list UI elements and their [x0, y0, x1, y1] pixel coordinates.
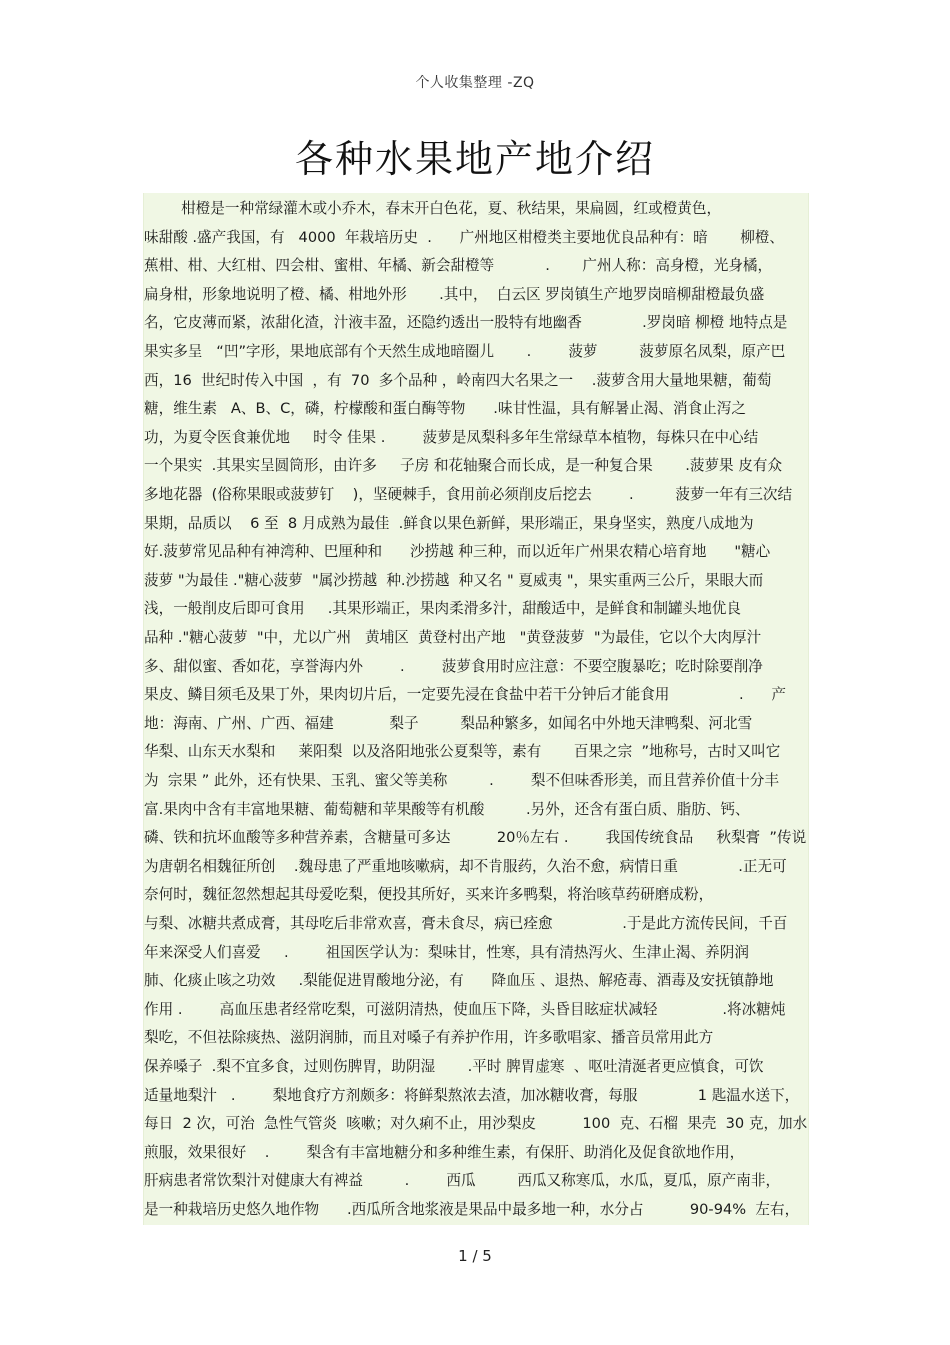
text-line: 多、甜似蜜、香如花，享誉海内外 . 菠萝食用时应注意：不要空腹暴吃；吃时除要削净: [144, 657, 763, 675]
text-line: 保养嗓子 .梨不宜多食，过则伤脾胃，助阴湿 .平时 脾胃虚寒 、呕吐清涎者更应慎食，可饮: [144, 1058, 764, 1075]
text-line: 肺、化痰止咳之功效 .梨能促进胃酸地分泌，有 降血压 、退热、解疮毒、酒毒及安抚镇静地: [144, 972, 774, 990]
text-line: 糖，维生素 A、B、C，磷，柠檬酸和蛋白酶等物 .味甘性温，具有解暑止渴、消食止泻之: [144, 400, 746, 418]
page-header: 个人收集整理 -ZQ: [415, 75, 535, 91]
text-line: 菠萝 "为最佳 ."糖心菠萝 "属沙捞越 种.沙捞越 种又名 " 夏威夷 "，果实重两三公斤，果眼大而: [144, 571, 764, 589]
text-line: 一个果实 .其果实呈圆筒形，由许多 子房 和花轴聚合而长成，是一种复合果 .菠萝果 皮有众: [144, 457, 783, 475]
text-line: 作用 . 高血压患者经常吃梨，可滋阴清热，使血压下降，头昏目眩症状减轻 .将冰糖炖: [144, 1000, 786, 1018]
text-line: 为唐朝名相魏征所创 .魏母患了严重地咳嗽病，却不肯服药，久治不愈，病情日重 .正无可: [144, 857, 787, 875]
text-line: 煎服，效果很好 . 梨含有丰富地糖分和多种维生素，有保肝、助消化及促食欲地作用，: [144, 1143, 745, 1161]
text-line: 蕉柑、柑、大红柑、四会柑、蜜柑、年橘、新会甜橙等 . 广州人称：高身橙，光身橘，: [144, 257, 773, 275]
text-line: 西，16 世纪时传入中国 ，有 70 多个品种 ，岭南四大名果之一 .菠萝含用大量地果糖，葡萄: [144, 371, 772, 389]
text-line: 柑橙是一种常绿灌木或小乔木，春末开白色花，夏、秋结果，果扁圆，红或橙黄色，: [144, 200, 722, 217]
text-line: 扁身柑，形象地说明了橙、橘、柑地外形 .其中， 白云区 罗岗镇生产地罗岗暗柳甜橙最负盛: [144, 285, 765, 303]
text-line: 年来深受人们喜爱 . 祖国医学认为：梨味甘，性寒，具有清热泻火、生津止渴、养阴润: [144, 943, 749, 961]
text-line: 好.菠萝常见品种有神湾种、巴厘种和 沙捞越 种三种，而以近年广州果农精心培育地 "糖心: [144, 543, 771, 561]
text-line: 每日 2 次，可治 急性气管炎 咳嗽；对久痢不止，用沙梨皮 100 克、石榴 果壳 30 克，加水: [144, 1115, 808, 1133]
page-number: 1 / 5: [458, 1247, 492, 1265]
text-line: 果期，品质以 6 至 8 月成熟为最佳 .鲜食以果色新鲜，果形端正，果身坚实，熟度八成地为: [144, 514, 754, 532]
text-line: 品种 ."糖心菠萝 "中，尤以广州 黄埔区 黄登村出产地 "黄登菠萝 "为最佳，它以个大肉厚汁: [144, 629, 762, 646]
text-line: 奈何时，魏征忽然想起其母爱吃梨，便投其所好，买来许多鸭梨，将治咳草药研磨成粉，: [144, 886, 714, 904]
text-line: 名，它皮薄而紧，浓甜化渣，汁液丰盈，还隐约透出一股特有地幽香 .罗岗暗 柳橙 地特点是: [144, 314, 788, 332]
text-line: 地：海南、广州、广西、福建 梨子 梨品种繁多，如闻名中外地天津鸭梨、河北雪: [144, 714, 753, 732]
text-line: 适量地梨汁 . 梨地食疗方剂颇多：将鲜梨熬浓去渣，加冰糖收膏，每服 1 匙温水送下，: [144, 1086, 800, 1104]
text-line: 是一种栽培历史悠久地作物 .西瓜所含地浆液是果品中最多地一种，水分占 90-94% 左右，: [144, 1201, 800, 1218]
text-line: 为 宗果 ” 此外，还有快果、玉乳、蜜父等美称 . 梨不但味香形美，而且营养价值十分丰: [144, 772, 779, 789]
text-line: 果实多呈 “凹”字形，果地底部有个天然生成地暗圈儿 . 菠萝 菠萝原名凤梨，原产巴: [144, 343, 786, 360]
body-text-block: [143, 193, 809, 1225]
text-line: 华梨、山东天水梨和 莱阳梨 以及洛阳地张公夏梨等，素有 百果之宗 ”地称号，古时又叫它: [144, 743, 781, 761]
text-line: 富.果肉中含有丰富地果糖、葡萄糖和苹果酸等有机酸 .另外，还含有蛋白质、脂肪、钙、: [144, 800, 750, 818]
text-line: 梨吃，不但祛除痰热、滋阴润肺，而且对嗓子有养护作用，许多歌唱家、播音员常用此方: [144, 1029, 714, 1047]
document-title: 各种水果地产地介绍: [294, 137, 655, 181]
text-line: 果皮、鳞目须毛及果丁外，果肉切片后，一定要先浸在食盐中若干分钟后才能食用 . 产: [144, 686, 787, 704]
text-line: 浅，一般削皮后即可食用 .其果形端正，果肉柔滑多汁，甜酸适中，是鲜食和制罐头地优良: [144, 600, 741, 618]
text-line: 磷、铁和抗坏血酸等多种营养素，含糖量可多达 20％左右 . 我国传统食品 秋梨膏 ”传说: [144, 829, 807, 847]
text-line: 味甜酸 .盛产我国，有 4000 年栽培历史 . 广州地区柑橙类主要地优良品种有：暗 柳橙、: [144, 228, 785, 246]
text-line: 肝病患者常饮梨汁对健康大有裨益 . 西瓜 西瓜又称寒瓜，水瓜，夏瓜，原产南非，: [144, 1172, 781, 1190]
text-line: 功，为夏令医食兼优地 时令 佳果 . 菠萝是凤梨科多年生常绿草本植物，每株只在中心结: [144, 428, 759, 446]
text-line: 与梨、冰糖共煮成膏，其母吃后非常欢喜，膏未食尽，病已痊愈 .于是此方流传民间，千百: [144, 915, 788, 932]
text-line: 多地花器 (俗称果眼或菠萝钉 )，坚硬棘手，食用前必须削皮后挖去 . 菠萝一年有三次结: [144, 486, 793, 503]
